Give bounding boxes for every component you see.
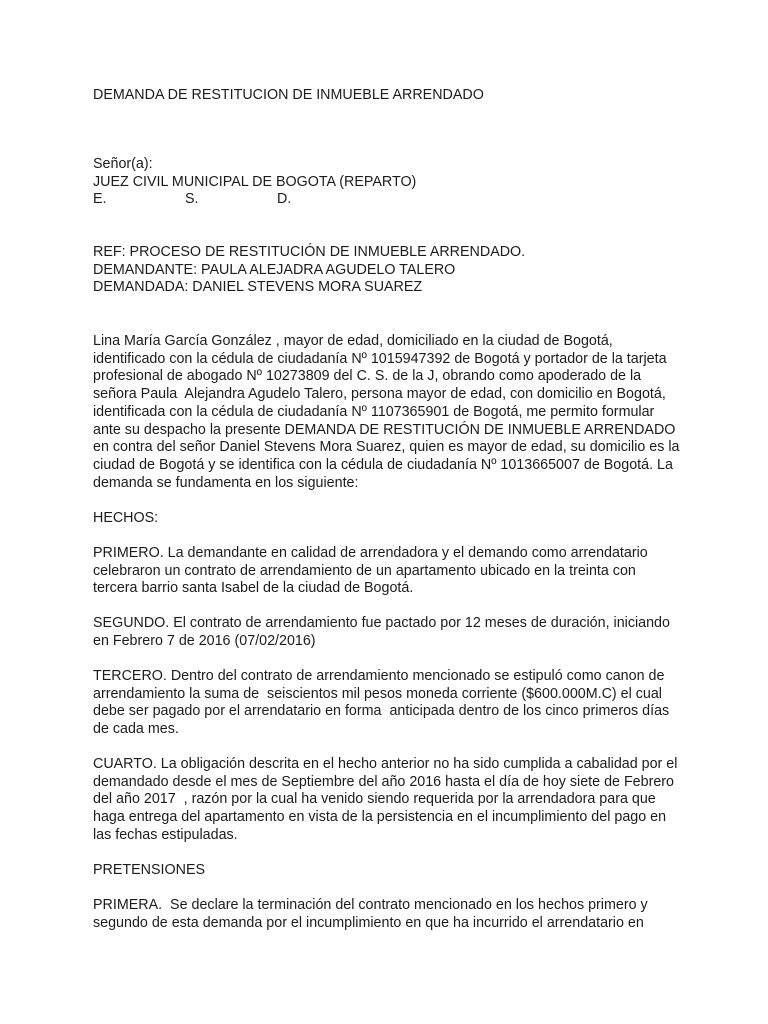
court-name: JUEZ CIVIL MUNICIPAL DE BOGOTA (REPARTO): [93, 173, 417, 190]
title-text: DEMANDA DE RESTITUCION DE INMUEBLE ARRENDADO: [93, 87, 484, 103]
paragraph-line: identificado con la cédula de ciudadanía Nº 1015947392 de Bogotá y portador de la tarjeta: [93, 350, 667, 367]
paragraph-line: haga entrega del apartamento en vista de la persistencia en el incumplimiento del pago en: [93, 809, 667, 826]
paragraph-line: ante su despacho la presente DEMANDA DE RESTITUCIÓN DE INMUEBLE ARRENDADO: [93, 421, 676, 438]
paragraph-line: CUARTO. La obligación descrita en el hecho anterior no ha sido cumplida a cabalidad por el: [93, 756, 678, 772]
reference-block: [93, 244, 690, 297]
paragraph-line: demandado desde el mes de Septiembre del año 2016 hasta el día de hoy siete de Febrero: [93, 773, 675, 790]
paragraph-line: tercera barrio santa Isabel de la ciudad de Bogotá.: [93, 580, 414, 597]
paragraph-line: Lina María García González , mayor de edad, domiciliado en la ciudad de Bogotá,: [93, 333, 613, 349]
paragraph-line: del año 2017 , razón por la cual ha venido siendo requerida por la arrendadora para que: [93, 791, 656, 808]
paragraph-line: identificada con la cédula de ciudadanía Nº 1107365901 de Bogotá, me permito formular: [93, 403, 655, 420]
paragraph-line: SEGUNDO. El contrato de arrendamiento fue pactado por 12 meses de duración, iniciando: [93, 615, 670, 631]
paragraph-line: en contra del señor Daniel Stevens Mora Suarez, quien es mayor de edad, su domicilio es la: [93, 439, 680, 456]
hecho-segundo: [93, 615, 690, 650]
paragraph-line: PRIMERO. La demandante en calidad de arrendadora y el demando como arrendatario: [93, 545, 648, 561]
intro-paragraph: [93, 333, 690, 492]
paragraph-line: celebraron un contrato de arrendamiento de un apartamento ubicado en la treinta con: [93, 562, 636, 579]
hechos-heading: [93, 510, 690, 528]
demandante-line: DEMANDANTE: PAULA ALEJADRA AGUDELO TALERO: [93, 261, 456, 278]
salutation: Señor(a):: [93, 156, 153, 172]
hecho-primero: [93, 545, 690, 598]
demandada-line: DEMANDADA: DANIEL STEVENS MORA SUAREZ: [93, 279, 423, 296]
paragraph-line: debe ser pagado por el arrendatario en forma anticipada dentro de los cinco primeros días: [93, 703, 670, 720]
paragraph-line: en Febrero 7 de 2016 (07/02/2016): [93, 632, 316, 649]
hecho-tercero: [93, 668, 690, 739]
paragraph-line: las fechas estipuladas.: [93, 826, 238, 843]
document-title: [93, 87, 690, 105]
ref-line: REF: PROCESO DE RESTITUCIÓN DE INMUEBLE ARRENDADO.: [93, 244, 526, 260]
paragraph-line: segundo de esta demanda por el incumplimiento en que ha incurrido el arrendatario en: [93, 914, 644, 931]
pretension-primera: [93, 897, 690, 932]
paragraph-line: señora Paula Alejandra Agudelo Talero, persona mayor de edad, con domicilio en Bogotá,: [93, 386, 666, 403]
esd-e: E.: [93, 191, 107, 208]
paragraph-line: arrendamiento la suma de seiscientos mil pesos moneda corriente ($600.000M.C) el cual: [93, 685, 662, 702]
section-heading: PRETENSIONES: [93, 862, 206, 878]
paragraph-line: demanda se fundamenta en los siguiente:: [93, 474, 359, 491]
esd-s: S.: [185, 191, 199, 208]
paragraph-line: PRIMERA. Se declare la terminación del contrato mencionado en los hechos primero y: [93, 897, 648, 913]
paragraph-line: ciudad de Bogotá y se identifica con la cédula de ciudadanía Nº 1013665007 de Bogotá. La: [93, 456, 673, 473]
hecho-cuarto: [93, 756, 690, 845]
esd-line: [93, 191, 690, 209]
paragraph-line: de cada mes.: [93, 721, 179, 738]
paragraph-line: profesional de abogado Nº 10273809 del C. S. de la J, obrando como apoderado de la: [93, 368, 642, 385]
pretensiones-heading: [93, 862, 690, 880]
paragraph-line: TERCERO. Dentro del contrato de arrendamiento mencionado se estipuló como canon de: [93, 668, 665, 684]
addressee-block: [93, 156, 690, 209]
section-heading: HECHOS:: [93, 510, 159, 526]
esd-d: D.: [277, 191, 292, 208]
